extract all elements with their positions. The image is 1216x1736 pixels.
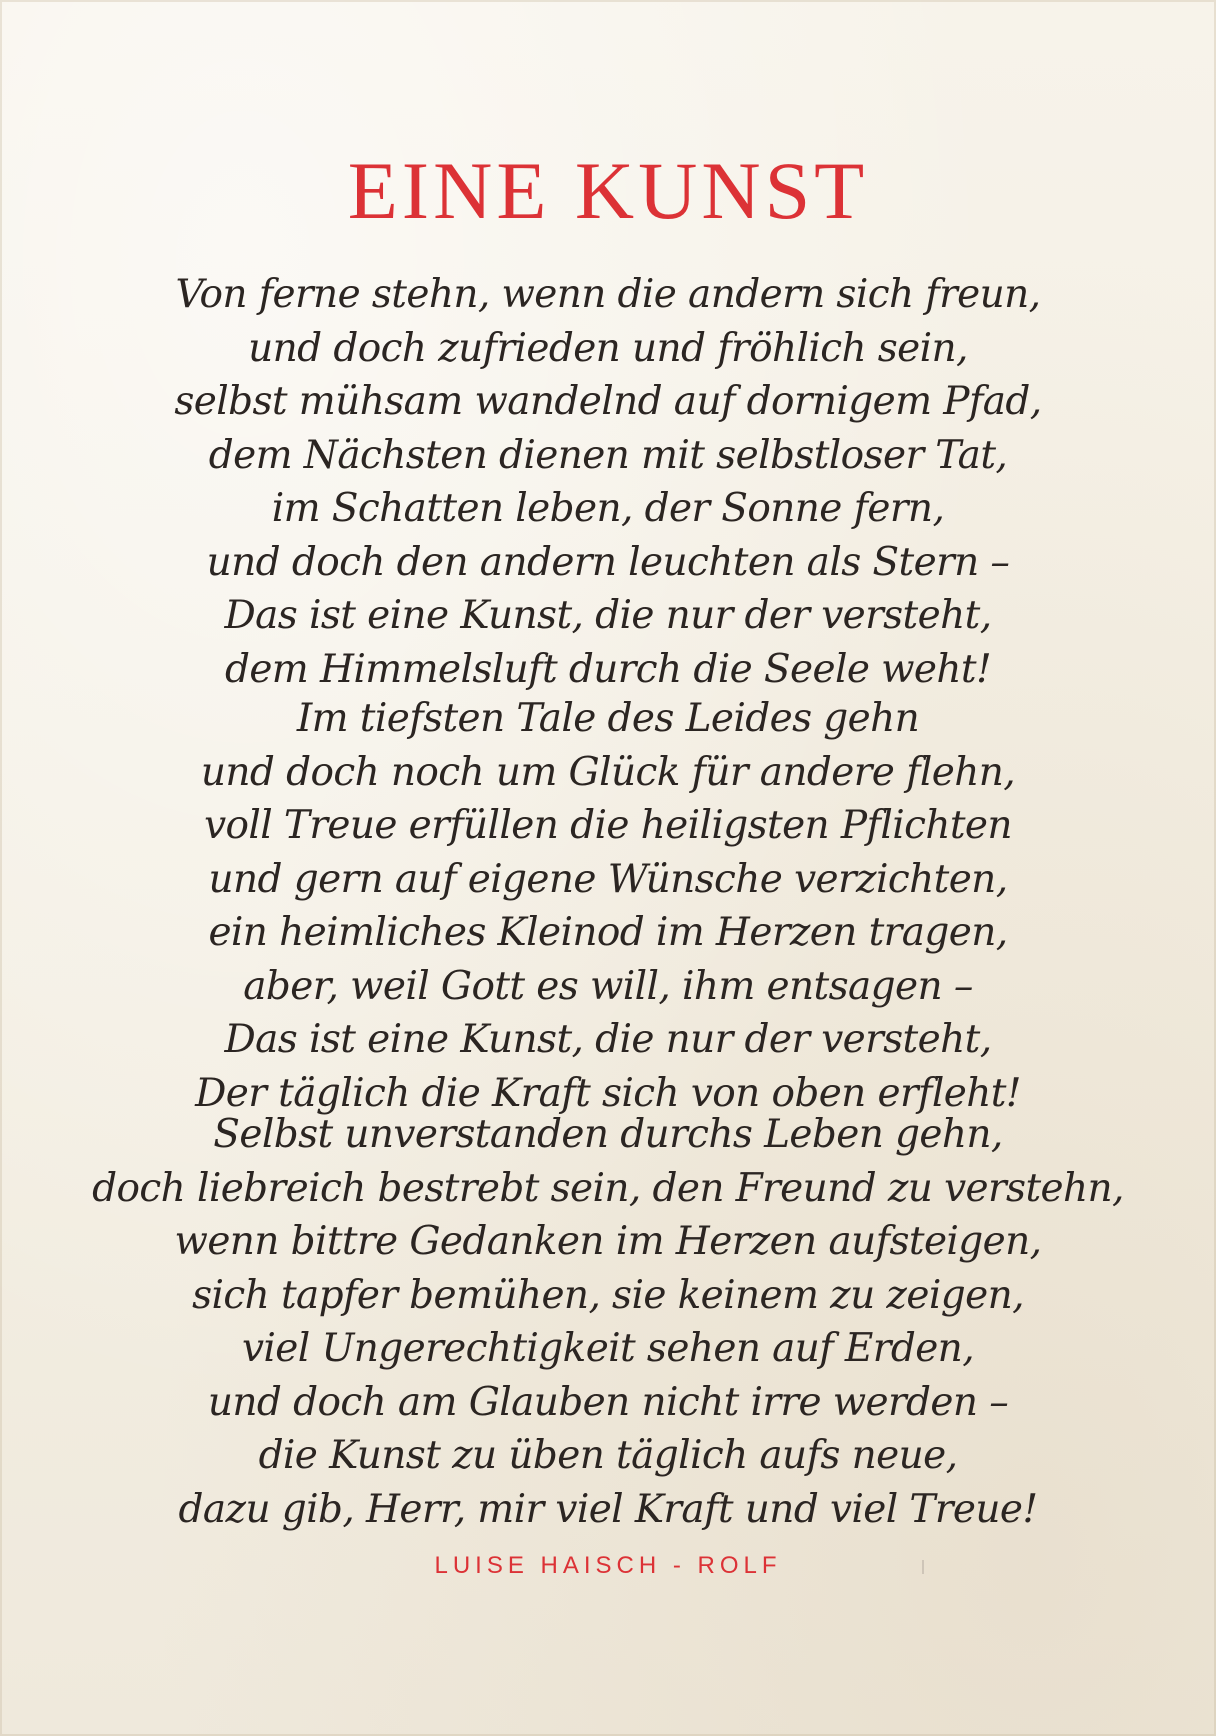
verse-line: Selbst unverstanden durchs Leben gehn, [213, 1112, 1003, 1157]
verse-line: selbst mühsam wandelnd auf dornigem Pfad, [174, 379, 1042, 424]
verse-line: und gern auf eigene Wünsche verzichten, [208, 856, 1008, 902]
poem-title: EINE KUNST [347, 145, 869, 236]
verse-line: voll Treue erfüllen die heiligsten Pflichten [204, 803, 1012, 848]
verse-line: wenn bittre Gedanken im Herzen aufsteigen, [174, 1219, 1042, 1264]
verse-line: dazu gib, Herr, mir viel Kraft und viel Treue! [178, 1486, 1038, 1532]
stanza-2 [0, 692, 1216, 1120]
verse-line: Das ist eine Kunst, die nur der versteht, [224, 593, 992, 638]
verse-line: die Kunst zu üben täglich aufs neue, [258, 1433, 958, 1478]
verse-line: viel Ungerechtigkeit sehen auf Erden, [241, 1326, 975, 1371]
verse-line: sich tapfer bemühen, sie keinem zu zeigen, [192, 1272, 1024, 1318]
verse-line: und doch am Glauben nicht irre werden – [207, 1379, 1009, 1425]
verse-line: dem Himmelsluft durch die Seele weht! [224, 646, 992, 692]
verse-line: und doch noch um Glück für andere flehn, [200, 749, 1016, 795]
verse-line: und doch den andern leuchten als Stern – [206, 539, 1010, 585]
verse-line: im Schatten leben, der Sonne fern, [271, 486, 945, 531]
verse-line: und doch zufrieden und fröhlich sein, [248, 325, 968, 371]
verse-line: dem Nächsten dienen mit selbstloser Tat, [208, 432, 1008, 478]
verse-line: Von ferne stehn, wenn die andern sich freun, [175, 272, 1041, 317]
verse-line: ein heimliches Kleinod im Herzen tragen, [208, 910, 1008, 955]
stanza-3 [0, 1108, 1216, 1536]
verse-line: Im tiefsten Tale des Leides gehn [296, 696, 920, 741]
paper-speck [922, 1560, 924, 1574]
stanza-1 [0, 268, 1216, 696]
verse-line: aber, weil Gott es will, ihm entsagen – [243, 963, 973, 1009]
verse-line: Der täglich die Kraft sich von oben erfleht! [195, 1070, 1021, 1116]
verse-line: Das ist eine Kunst, die nur der versteht, [224, 1017, 992, 1062]
verse-line: doch liebreich bestrebt sein, den Freund zu verstehn, [92, 1165, 1124, 1211]
author-signature: LUISE HAISCH - ROLF [434, 1552, 782, 1579]
